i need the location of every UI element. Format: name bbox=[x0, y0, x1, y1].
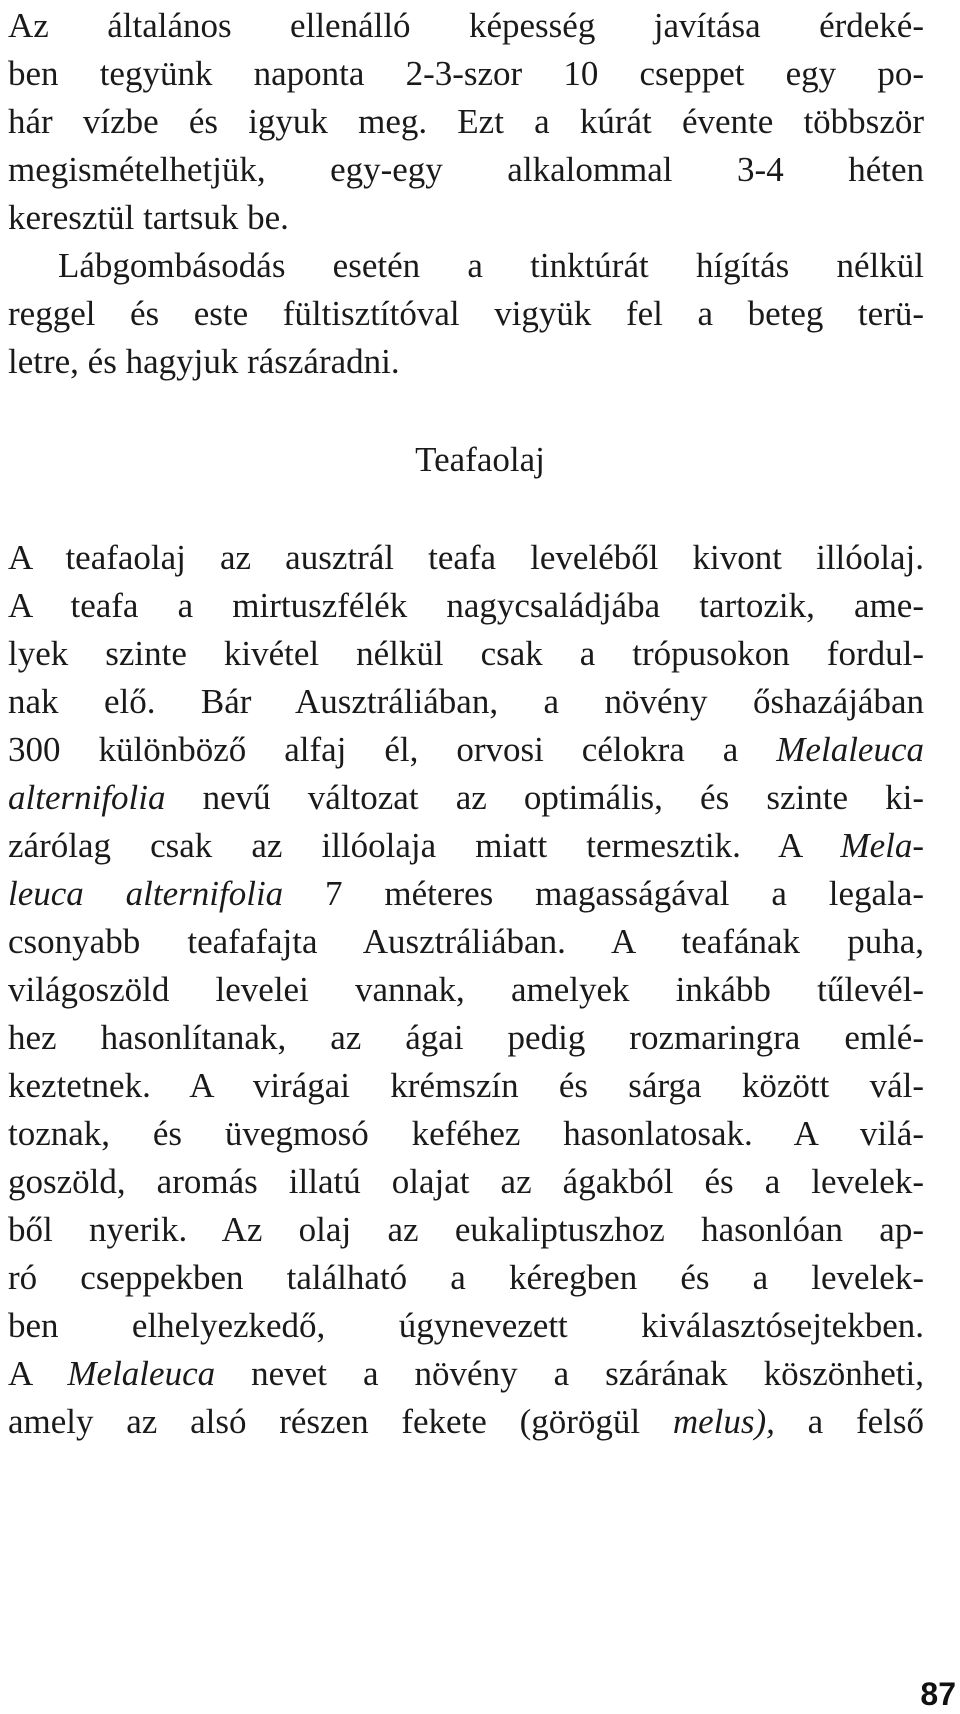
text-line: ből nyerik. Az olaj az eukaliptuszhoz hasonlóan ap- bbox=[8, 1210, 924, 1249]
text-line: lyek szinte kivétel nélkül csak a trópusokon fordul- bbox=[8, 634, 924, 673]
text-line: amely az alsó részen fekete (görögül melus), a felső bbox=[8, 1402, 924, 1441]
text-line: megismételhetjük, egy-egy alkalommal 3-4 héten bbox=[8, 150, 924, 189]
text-line: toznak, és üvegmosó keféhez hasonlatosak. A vilá- bbox=[8, 1114, 924, 1153]
text-line: reggel és este fültisztítóval vigyük fel a beteg terü- bbox=[8, 294, 924, 333]
text-line: hez hasonlítanak, az ágai pedig rozmaringra emlé- bbox=[8, 1018, 924, 1057]
text-line: A Melaleuca nevet a növény a szárának köszönheti, bbox=[8, 1354, 924, 1393]
text-line: leuca alternifolia 7 méteres magasságával a legala- bbox=[8, 874, 924, 913]
text-line: Lábgombásodás esetén a tinktúrát hígítás nélkül bbox=[58, 246, 924, 285]
text-line: keztetnek. A virágai krémszín és sárga között vál- bbox=[8, 1066, 924, 1105]
text-line: goszöld, aromás illatú olajat az ágakból és a levelek- bbox=[8, 1162, 924, 1201]
section-heading: Teafaolaj bbox=[415, 440, 545, 479]
text-line: alternifolia nevű változat az optimális, és szinte ki- bbox=[8, 778, 924, 817]
text-line: ró cseppekben található a kéregben és a levelek- bbox=[8, 1258, 924, 1297]
text-line: ben elhelyezkedő, úgynevezett kiválasztósejtekben. bbox=[8, 1306, 924, 1345]
text-line: 300 különböző alfaj él, orvosi célokra a Melaleuca bbox=[8, 730, 924, 769]
text-line: csonyabb teafafajta Ausztráliában. A teafának puha, bbox=[8, 922, 924, 961]
text-line: zárólag csak az illóolaja miatt termesztik. A Mela- bbox=[8, 826, 924, 865]
text-line: A teafaolaj az ausztrál teafa leveléből kivont illóolaj. bbox=[8, 538, 924, 577]
text-line: A teafa a mirtuszfélék nagycsaládjába tartozik, ame- bbox=[8, 586, 924, 625]
text-line: hár vízbe és igyuk meg. Ezt a kúrát évente többször bbox=[8, 102, 924, 141]
text-line: világoszöld levelei vannak, amelyek inkább tűlevél- bbox=[8, 970, 924, 1009]
text-line: ben tegyünk naponta 2-3-szor 10 cseppet egy po- bbox=[8, 54, 924, 93]
text-line: keresztül tartsuk be. bbox=[8, 198, 289, 237]
text-line: Az általános ellenálló képesség javítása érdeké- bbox=[8, 6, 924, 45]
text-line: letre, és hagyjuk rászáradni. bbox=[8, 342, 400, 381]
page-number: 87 bbox=[920, 1676, 956, 1712]
text-line: nak elő. Bár Ausztráliában, a növény őshazájában bbox=[8, 682, 924, 721]
